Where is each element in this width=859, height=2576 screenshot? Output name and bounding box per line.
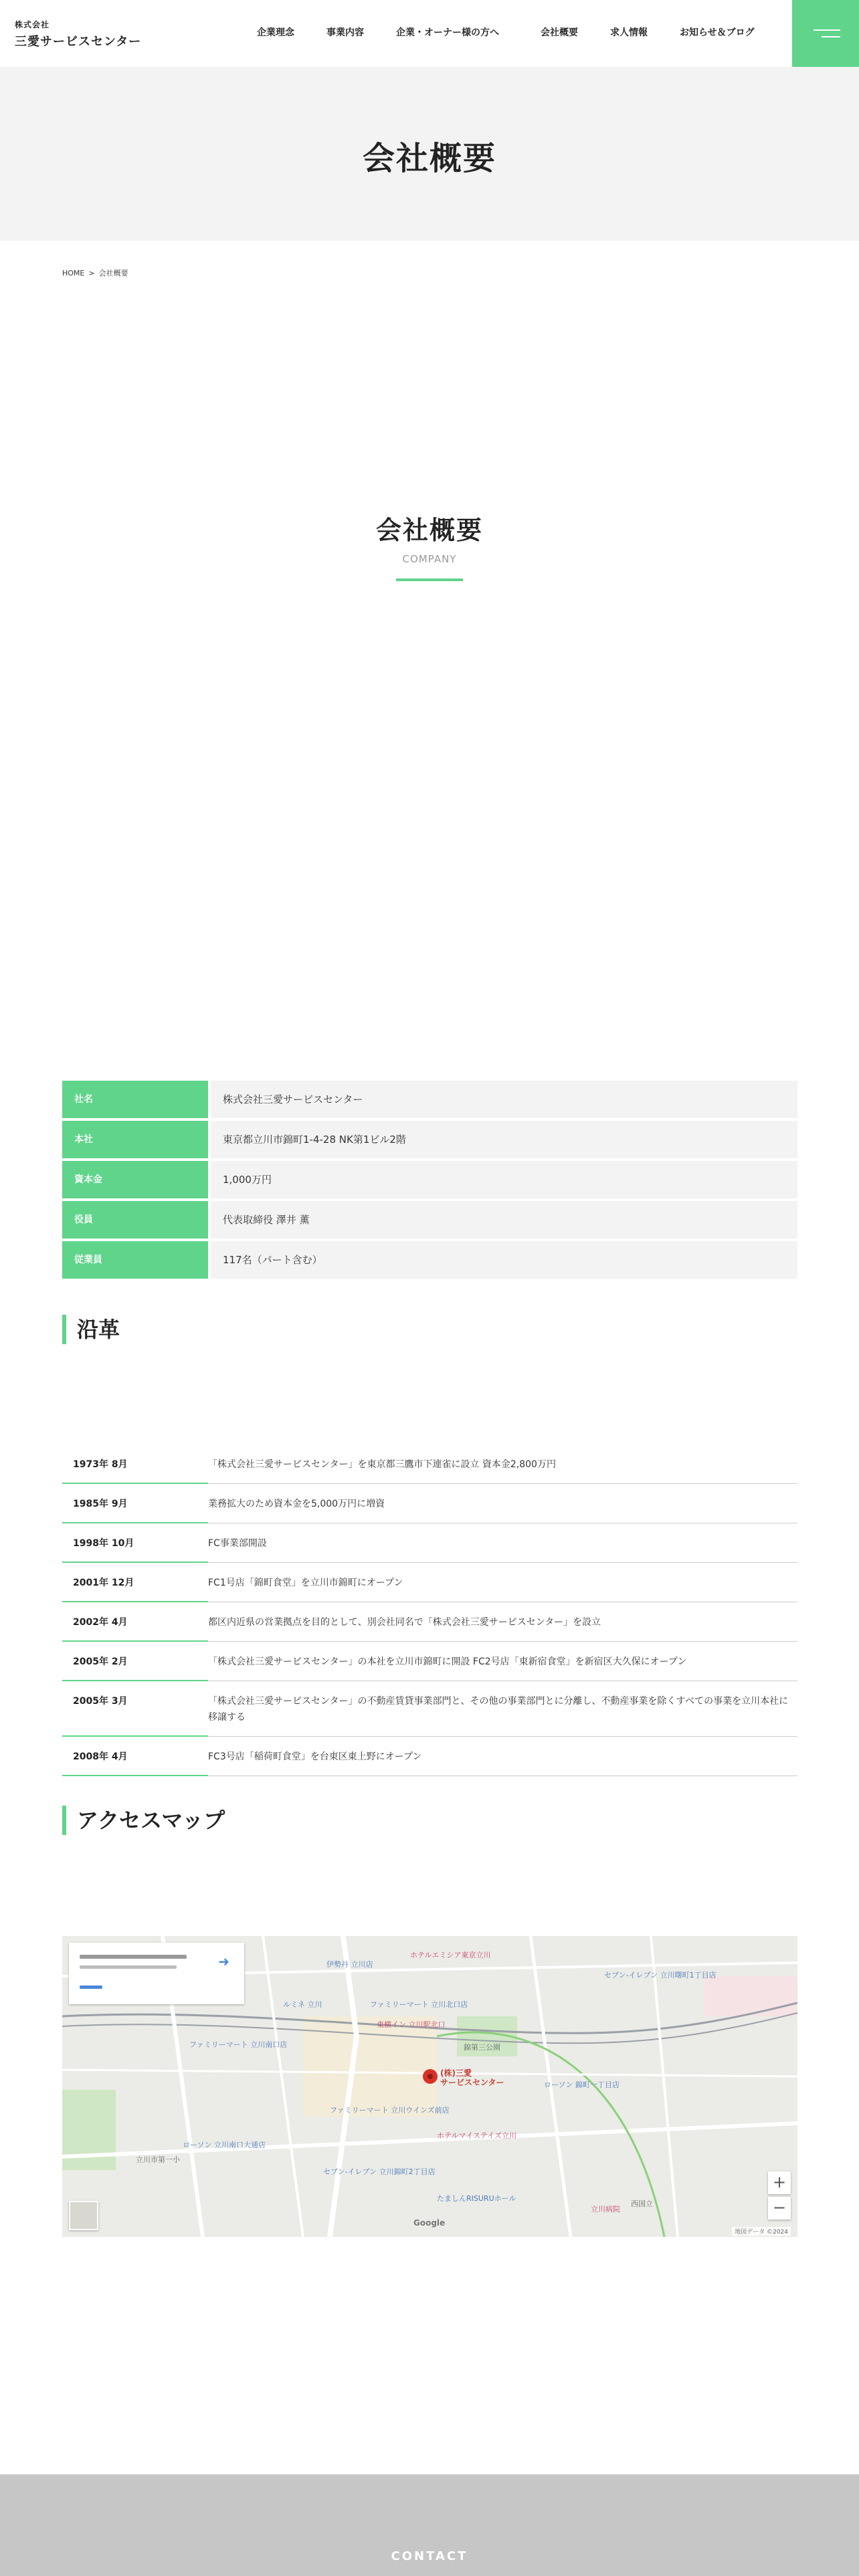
- row-label: 従業員: [62, 1241, 208, 1279]
- history-row: [62, 1602, 797, 1642]
- nav-item-business[interactable]: 事業内容: [326, 27, 364, 38]
- history-text: 業務拡大のため資本金を5,000万円に増資: [208, 1499, 385, 1509]
- history-date: 2005年 3月: [62, 1693, 208, 1725]
- company-section-subtitle: COMPANY: [402, 553, 457, 565]
- history-row: [62, 1484, 797, 1523]
- history-text: FC3号店「稲荷町食堂」を台東区東上野にオープン: [208, 1751, 422, 1762]
- map-poi[interactable]: たましんRISURUホール: [437, 2194, 516, 2203]
- breadcrumb: [62, 267, 128, 278]
- row-label: 資本金: [62, 1161, 208, 1198]
- page-title: 会社概要: [362, 140, 496, 177]
- map-poi[interactable]: ファミリーマート 立川ウインズ前店: [330, 2106, 450, 2115]
- logo-company-name: 三愛サービスセンター: [15, 35, 142, 49]
- company-section-title: 会社概要: [375, 516, 483, 545]
- contact-banner[interactable]: [0, 2474, 859, 2576]
- logo-company-type: 株式会社: [15, 20, 50, 29]
- map-poi[interactable]: 立川病院: [591, 2205, 620, 2214]
- breadcrumb-current: 会社概要: [98, 269, 128, 278]
- map-poi[interactable]: 西国立: [631, 2199, 653, 2208]
- history-date: 1985年 9月: [62, 1496, 208, 1512]
- place-name: [80, 1955, 187, 1959]
- map-poi[interactable]: ローソン 立川南口大通店: [183, 2141, 266, 2149]
- pin-label-line-1: (株)三愛: [440, 2068, 472, 2078]
- history-row: [62, 1642, 797, 1681]
- row-label: 社名: [62, 1081, 208, 1118]
- hamburger-icon: [814, 29, 840, 31]
- history-text: FC1号店「錦町食堂」を立川市錦町にオープン: [208, 1578, 403, 1588]
- history-date: 1998年 10月: [62, 1535, 208, 1551]
- global-nav: [0, 25, 859, 40]
- page-title-band: [0, 67, 859, 241]
- history-text: 都区内近県の営業拠点を目的として、別会社同名で「株式会社三愛サービスセンター」を設立: [208, 1617, 601, 1628]
- table-row: [62, 1121, 797, 1158]
- history-date: 2008年 4月: [62, 1749, 208, 1765]
- breadcrumb-separator: >: [88, 269, 95, 278]
- row-value: 代表取締役 澤井 薫: [211, 1201, 797, 1239]
- company-info-table: [62, 1081, 797, 1281]
- zoom-in-button[interactable]: +: [768, 2171, 791, 2194]
- map-pin-label[interactable]: [440, 2068, 504, 2087]
- zoom-out-button[interactable]: −: [768, 2197, 791, 2220]
- map-poi[interactable]: ルミネ 立川: [283, 2000, 322, 2009]
- map-layer-toggle[interactable]: [69, 2201, 98, 2230]
- map-poi[interactable]: 東横イン 立川駅北口: [377, 2020, 446, 2029]
- access-map-heading: アクセスマップ: [62, 1806, 225, 1835]
- table-row: [62, 1201, 797, 1239]
- row-label: 本社: [62, 1121, 208, 1158]
- nav-item-company[interactable]: 会社概要: [541, 27, 578, 38]
- history-text: 「株式会社三愛サービスセンター」を東京都三鷹市下連雀に設立 資本金2,800万円: [208, 1459, 556, 1470]
- place-address: [80, 1965, 177, 1969]
- map-poi[interactable]: 立川市第一小: [136, 2155, 180, 2164]
- google-map[interactable]: [62, 1936, 797, 2237]
- table-row: [62, 1241, 797, 1279]
- map-poi[interactable]: セブン-イレブン 立川錦町2丁目店: [323, 2167, 436, 2176]
- history-date: 1973年 8月: [62, 1457, 208, 1473]
- history-row: [62, 1737, 797, 1776]
- history-row: [62, 1563, 797, 1602]
- google-logo: Google: [413, 2218, 446, 2228]
- map-poi[interactable]: ホテルマイステイズ立川: [437, 2131, 517, 2140]
- map-poi[interactable]: ファミリーマート 立川南口店: [189, 2040, 288, 2049]
- pin-label-line-2: サービスセンター: [440, 2078, 504, 2087]
- history-heading: 沿革: [62, 1315, 120, 1344]
- history-date: 2001年 12月: [62, 1575, 208, 1591]
- map-poi[interactable]: ホテルエミシア東京立川: [410, 1951, 491, 1959]
- row-value: 1,000万円: [211, 1161, 797, 1198]
- history-row: [62, 1681, 797, 1737]
- row-value: 117名（パート含む）: [211, 1241, 797, 1279]
- table-row: [62, 1081, 797, 1118]
- map-poi[interactable]: セブン-イレブン 立川曙町1丁目店: [604, 1971, 717, 1979]
- map-copyright: 地図データ ©2024: [732, 2227, 791, 2236]
- row-value: 株式会社三愛サービスセンター: [211, 1081, 797, 1118]
- company-section-heading: [0, 510, 859, 581]
- site-header: [0, 0, 859, 67]
- nav-item-philosophy[interactable]: 企業理念: [257, 27, 294, 38]
- directions-icon[interactable]: ➜: [218, 1953, 229, 1969]
- contact-label: CONTACT: [391, 2549, 468, 2563]
- history-list: [62, 1444, 797, 1776]
- history-text: 「株式会社三愛サービスセンター」の本社を立川市錦町に開設 FC2号店「東新宿食堂」を新宿区大久保にオープン: [208, 1656, 687, 1667]
- history-row: [62, 1523, 797, 1563]
- map-poi[interactable]: 伊勢丹 立川店: [326, 1960, 373, 1969]
- nav-item-owners[interactable]: 企業・オーナー様の方へ: [396, 27, 499, 38]
- table-row: [62, 1161, 797, 1198]
- row-label: 役員: [62, 1201, 208, 1239]
- hamburger-menu-button[interactable]: [792, 0, 859, 67]
- heading-underline: [396, 578, 463, 581]
- breadcrumb-home-link[interactable]: HOME: [62, 269, 85, 278]
- history-date: 2002年 4月: [62, 1614, 208, 1630]
- history-text: FC事業部開設: [208, 1538, 267, 1549]
- history-row: [62, 1444, 797, 1484]
- history-date: 2005年 2月: [62, 1654, 208, 1670]
- map-poi[interactable]: ローソン 錦町一丁目店: [544, 2080, 620, 2089]
- nav-item-recruit[interactable]: 求人情報: [610, 27, 648, 38]
- map-poi[interactable]: 錦第三公園: [464, 2043, 500, 2052]
- history-text: 「株式会社三愛サービスセンター」の不動産賃貸事業部門と、その他の事業部門とに分離し、不動産事業を除くすべての事業を立川本社に移譲する: [208, 1696, 789, 1723]
- hamburger-icon-line: [822, 36, 840, 37]
- row-value: 東京都立川市錦町1-4-28 NK第1ビル2階: [211, 1121, 797, 1158]
- map-poi[interactable]: ファミリーマート 立川北口店: [370, 2000, 468, 2009]
- larger-map-link[interactable]: [80, 1985, 102, 1989]
- nav-item-news[interactable]: お知らせ＆ブログ: [680, 27, 755, 38]
- map-place-card: [69, 1943, 244, 2004]
